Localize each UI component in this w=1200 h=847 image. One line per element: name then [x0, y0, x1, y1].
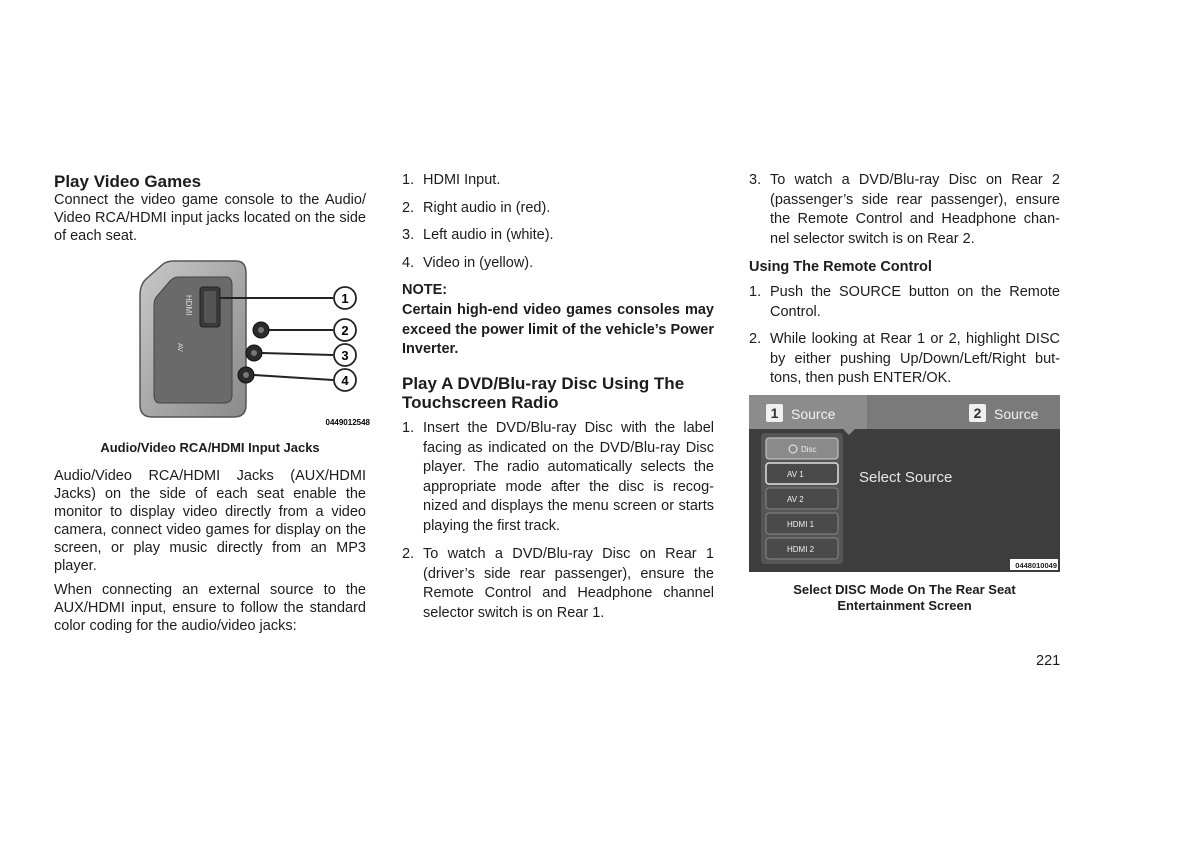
figure-caption-input-jacks: Audio/Video RCA/HDMI Input Jacks: [100, 440, 320, 455]
callout-3-label: 3: [341, 348, 349, 363]
input-jacks-figure: [134, 255, 374, 430]
list-number: 3.: [749, 172, 762, 188]
rear-seat-screen-illustration: [749, 395, 1060, 572]
note-label: NOTE:: [402, 282, 448, 298]
list-number: 2.: [749, 331, 762, 347]
list-text: Insert the DVD/Blu-ray Disc with the label facing as indicated on the DVD/Blu-ray Disc player. The radio automatically selects the appropriate mode after the disc is recog-nized and displays the menu screen or starts playing the first track.: [423, 420, 714, 534]
figure-caption-line1: Select DISC Mode On The Rear Seat: [793, 582, 1016, 597]
list-item: [402, 545, 714, 623]
select-source-message: Select Source: [859, 469, 953, 486]
av-panel-label: AV: [176, 343, 183, 352]
callout-4-label: 4: [341, 373, 349, 388]
menu-item-av2[interactable]: AV 2: [787, 495, 804, 504]
intro-paragraph: Connect the video game console to the Audio/ Video RCA/HDMI input jacks located on the side of each seat.: [54, 192, 366, 244]
list-item: [402, 199, 714, 219]
menu-item-av1[interactable]: AV 1: [787, 470, 804, 479]
list-item: [749, 283, 1060, 322]
list-text: Video in (yellow).: [423, 255, 534, 271]
list-text: Push the SOURCE button on the Remote Control.: [770, 284, 1060, 320]
tab-1-label[interactable]: Source: [791, 406, 836, 422]
list-text: HDMI Input.: [423, 172, 501, 188]
list-item: [402, 419, 714, 536]
list-number: 1.: [402, 420, 415, 436]
menu-item-hdmi2[interactable]: HDMI 2: [787, 545, 815, 554]
tab-2-label[interactable]: Source: [994, 406, 1039, 422]
list-number: 4.: [402, 255, 415, 271]
list-text: While looking at Rear 1 or 2, highlight DISC by either pushing Up/Down/Left/Right but-tons, then push ENTER/OK.: [770, 331, 1060, 386]
list-number: 2.: [402, 546, 415, 562]
input-jacks-illustration: [134, 255, 374, 430]
list-text: To watch a DVD/Blu-ray Disc on Rear 2 (passenger’s side rear passenger), ensure the Remote Control and Headphone chan-nel selector switch is on Rear 2.: [770, 172, 1060, 247]
menu-item-disc[interactable]: Disc: [801, 445, 817, 454]
section-heading-dvd-line2: Touchscreen Radio: [402, 393, 559, 412]
list-item: [402, 171, 714, 191]
hdmi-panel-label: HDMI: [184, 295, 193, 316]
list-text: Right audio in (red).: [423, 200, 551, 216]
callout-1-label: 1: [341, 291, 349, 306]
list-item: [402, 226, 714, 246]
note-text: Certain high-end video games consoles may exceed the power limit of the vehicle’s Power Inverter.: [402, 302, 714, 357]
list-item: [402, 254, 714, 274]
page-number: 221: [1036, 653, 1061, 669]
figure-code: 0449012548: [325, 418, 370, 427]
callout-2-label: 2: [341, 323, 349, 338]
color-coding-paragraph: When connecting an external source to the AUX/HDMI input, ensure to follow the standard color coding for the audio/video jacks:: [54, 582, 366, 634]
list-number: 2.: [402, 200, 415, 216]
subheading-remote-control: Using The Remote Control: [749, 259, 932, 275]
jacks-description-paragraph: Audio/Video RCA/HDMI Jacks (AUX/HDMI Jacks) on the side of each seat enable the monitor to display video directly from a video camera, connect video games for display on the screen, or play music directly from an MP3 player.: [54, 468, 366, 574]
list-item: [749, 330, 1060, 389]
list-number: 3.: [402, 227, 415, 243]
section-heading-dvd-line1: Play A DVD/Blu-ray Disc Using The: [402, 374, 685, 393]
list-number: 1.: [749, 284, 762, 300]
screen-figure-code: 0448010049: [1015, 561, 1057, 570]
list-number: 1.: [402, 172, 415, 188]
tab-2-number: 2: [973, 405, 982, 421]
section-heading-play-video-games: Play Video Games: [54, 172, 202, 191]
menu-item-hdmi1[interactable]: HDMI 1: [787, 520, 815, 529]
list-text: Left audio in (white).: [423, 227, 554, 243]
list-text: To watch a DVD/Blu-ray Disc on Rear 1 (driver’s side rear passenger), ensure the Remote Control and Headphone channel selector switch is on Rear 1.: [423, 546, 714, 621]
figure-caption-line2: Entertainment Screen: [837, 598, 972, 613]
rear-seat-screen-figure: [749, 395, 1060, 572]
tab-1-number: 1: [770, 405, 779, 421]
list-item: [749, 171, 1060, 249]
